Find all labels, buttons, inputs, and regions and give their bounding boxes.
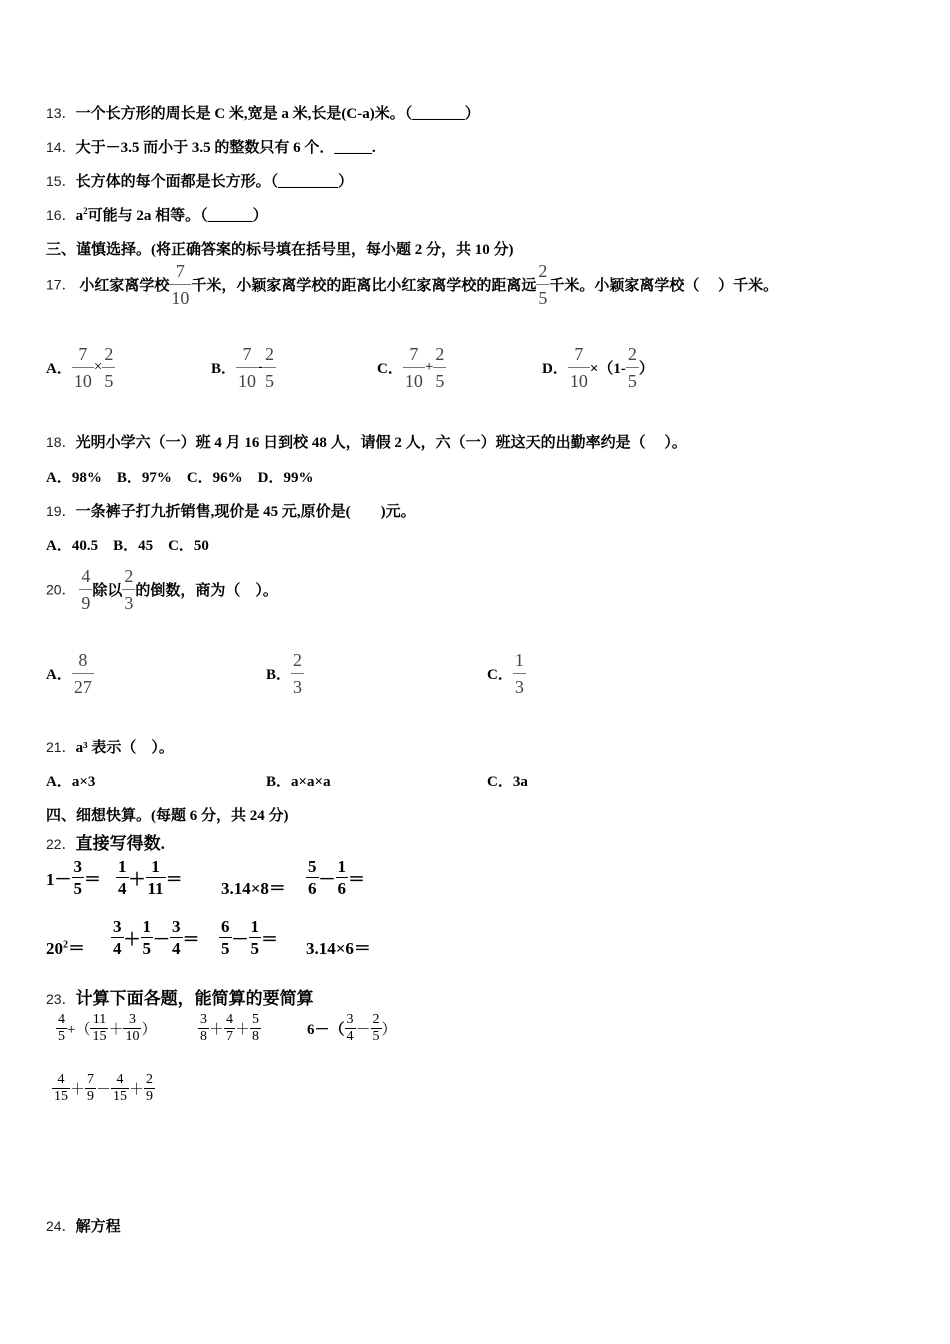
fraction: $\frac{2}{5}$ bbox=[104, 344, 114, 391]
question-text: 千米。小颖家离学校（ ）千米。 bbox=[549, 278, 779, 294]
question-text: 一个长方形的周长是 C 米,宽是 a 米,长是(C-a)米。（_______） bbox=[75, 106, 480, 122]
question-16 bbox=[46, 204, 268, 225]
fraction: $\frac{3}{4}$ bbox=[113, 917, 122, 958]
fraction: $\frac{2}{5}$ bbox=[265, 344, 275, 391]
problem-2: $\frac{3}{8}$ ＋ $\frac{4}{7}$ ＋ $\frac{5}{8}$ bbox=[200, 1012, 260, 1044]
question-19 bbox=[46, 500, 416, 521]
question-18 bbox=[46, 431, 687, 452]
section-title: 四、细想快算。(每题 6 分，共 24 分) bbox=[46, 808, 289, 824]
fraction: $\frac{2}{5}$ bbox=[435, 344, 445, 391]
expression-7: $\frac{6}{5}$ － $\frac{1}{5}$ ＝ bbox=[221, 917, 278, 958]
fraction: $\frac{1}{5}$ bbox=[142, 917, 151, 958]
question-19-options[interactable]: A．40.5 B．45 C．50 bbox=[46, 538, 209, 554]
question-number: 23． bbox=[46, 991, 76, 1007]
question-text: 小红家离学校 bbox=[79, 278, 170, 294]
exponent: 2 bbox=[63, 939, 68, 951]
fraction: $\frac{11}{15}$ bbox=[92, 1012, 107, 1044]
fraction: $\frac{3}{4}$ bbox=[172, 917, 181, 958]
question-18-options[interactable]: A．98% B．97% C．96% D．99% bbox=[46, 470, 314, 486]
fraction: $\frac{2}{3}$ bbox=[124, 566, 134, 613]
expression-4: $\frac{5}{6}$ － $\frac{1}{6}$ ＝ bbox=[308, 857, 365, 898]
problem-1: $\frac{4}{5}$ +（ $\frac{11}{15}$ ＋ $\frac{3}{10}$ ） bbox=[58, 1012, 157, 1044]
exponent: 2 bbox=[83, 206, 88, 216]
option-d[interactable]: D． $\frac{7}{10}$ ×（1- $\frac{2}{5}$ ） bbox=[542, 344, 654, 391]
question-text: 长方体的每个面都是长方形。（________） bbox=[75, 174, 354, 190]
question-number: 20． bbox=[46, 581, 76, 598]
fraction: $\frac{7}{10}$ bbox=[404, 344, 423, 391]
fraction: $\frac{3}{5}$ bbox=[73, 857, 82, 898]
question-number: 21． bbox=[46, 739, 76, 755]
option-c[interactable]: C． $\frac{1}{3}$ bbox=[487, 650, 524, 697]
question-24 bbox=[46, 1215, 121, 1236]
fraction: $\frac{3}{4}$ bbox=[346, 1012, 354, 1044]
expression-5: $20^2=$ bbox=[46, 939, 85, 958]
fraction: $\frac{3}{10}$ bbox=[125, 1012, 140, 1044]
expression-6: $\frac{3}{4}$ ＋ $\frac{1}{5}$ － $\frac{3}{4}$ ＝ bbox=[113, 917, 200, 958]
question-text: 大于－3.5 而小于 3.5 的整数只有 6 个．_____. bbox=[75, 140, 376, 156]
fraction: $\frac{2}{9}$ bbox=[146, 1072, 154, 1104]
fraction: $\frac{1}{6}$ bbox=[337, 857, 346, 898]
question-number: 19． bbox=[46, 503, 76, 519]
expression-1: 1－ $\frac{3}{5}$ ＝ bbox=[46, 857, 101, 898]
question-number: 24． bbox=[46, 1218, 76, 1234]
problem-4: $\frac{4}{15}$ ＋ $\frac{7}{9}$ － $\frac{4}{15}$ ＋ $\frac{2}{9}$ bbox=[54, 1072, 154, 1104]
question-13 bbox=[46, 102, 480, 123]
fraction: $\frac{5}{8}$ bbox=[252, 1012, 260, 1044]
option-b[interactable]: B． $\frac{2}{3}$ bbox=[266, 650, 303, 697]
fraction: $\frac{4}{5}$ bbox=[58, 1012, 65, 1044]
fraction: $\frac{3}{8}$ bbox=[200, 1012, 207, 1044]
option-c[interactable]: C． $\frac{7}{10}$ + $\frac{2}{5}$ bbox=[377, 344, 445, 391]
question-text: 光明小学六（一）班 4 月 16 日到校 48 人，请假 2 人，六（一）班这天的出勤率约是（ ）。 bbox=[75, 435, 687, 451]
expression-3: 3.14×8＝ bbox=[221, 879, 286, 898]
question-23 bbox=[46, 984, 314, 1009]
fraction: $\frac{2}{5}$ bbox=[372, 1012, 380, 1044]
question-15 bbox=[46, 170, 353, 191]
option-b[interactable]: B． $\frac{7}{10}$ - $\frac{2}{5}$ bbox=[211, 344, 275, 391]
fraction: $\frac{2}{5}$ bbox=[627, 344, 637, 391]
question-number: 16． bbox=[46, 207, 76, 223]
expression-2: $\frac{1}{4}$ ＋ $\frac{1}{11}$ ＝ bbox=[118, 857, 183, 898]
option-a[interactable]: A．a×3 bbox=[46, 774, 96, 790]
fraction: $\frac{7}{10}$ bbox=[171, 261, 190, 308]
question-text-pre: a bbox=[75, 208, 84, 224]
problem-3: 6－（ $\frac{3}{4}$ － $\frac{2}{5}$ ） bbox=[307, 1012, 397, 1044]
fraction: $\frac{7}{10}$ bbox=[238, 344, 257, 391]
option-a[interactable]: A． $\frac{7}{10}$ × $\frac{2}{5}$ bbox=[46, 344, 114, 391]
fraction: $\frac{2}{5}$ bbox=[538, 261, 548, 308]
question-21 bbox=[46, 736, 174, 757]
option-a[interactable]: A． $\frac{8}{27}$ bbox=[46, 650, 92, 697]
fraction: $\frac{7}{9}$ bbox=[87, 1072, 95, 1104]
question-number: 22． bbox=[46, 836, 76, 852]
question-number: 14． bbox=[46, 139, 76, 155]
question-text: a³ 表示（ ）。 bbox=[75, 740, 174, 756]
option-b[interactable]: B．a×a×a bbox=[266, 774, 331, 790]
fraction: $\frac{4}{15}$ bbox=[54, 1072, 68, 1104]
option-c[interactable]: C．3a bbox=[487, 774, 528, 790]
fraction: $\frac{1}{4}$ bbox=[118, 857, 127, 898]
fraction: $\frac{4}{15}$ bbox=[113, 1072, 128, 1104]
question-number: 15． bbox=[46, 173, 76, 189]
fraction: $\frac{5}{6}$ bbox=[308, 857, 317, 898]
question-text: 千米，小颖家离学校的距离比小红家离学校的距离远 bbox=[191, 278, 537, 294]
fraction: $\frac{6}{5}$ bbox=[221, 917, 230, 958]
question-text: 一条裤子打九折销售,现价是 45 元,原价是( )元。 bbox=[75, 504, 416, 520]
question-number: 13． bbox=[46, 105, 76, 121]
fraction: $\frac{8}{27}$ bbox=[73, 650, 92, 697]
question-text: 直接写得数. bbox=[75, 834, 165, 853]
question-text: 可能与 2a 相等。（______） bbox=[87, 208, 268, 224]
fraction: $\frac{4}{9}$ bbox=[81, 566, 91, 613]
question-number: 18． bbox=[46, 434, 76, 450]
question-text: 解方程 bbox=[75, 1219, 121, 1235]
section-title: 三、谨慎选择。(将正确答案的标号填在括号里，每小题 2 分，共 10 分) bbox=[46, 242, 514, 258]
fraction: $\frac{7}{10}$ bbox=[73, 344, 92, 391]
question-22 bbox=[46, 829, 165, 854]
fraction: $\frac{1}{11}$ bbox=[147, 857, 164, 898]
question-text: 计算下面各题，能简算的要简算 bbox=[75, 989, 314, 1008]
fraction: $\frac{4}{7}$ bbox=[226, 1012, 234, 1044]
question-number: 17． bbox=[46, 276, 76, 293]
fraction: $\frac{1}{5}$ bbox=[250, 917, 259, 958]
fraction: $\frac{1}{3}$ bbox=[514, 650, 524, 697]
question-17 bbox=[46, 262, 778, 307]
question-14 bbox=[46, 136, 376, 157]
fraction: $\frac{7}{10}$ bbox=[569, 344, 588, 391]
fraction: $\frac{2}{3}$ bbox=[293, 650, 303, 697]
expression-8: 3.14×6＝ bbox=[306, 939, 371, 958]
question-20: 20． $\frac{4}{9}$ 除以 $\frac{2}{3}$ 的倒数，商为（ ）。 bbox=[46, 566, 278, 613]
